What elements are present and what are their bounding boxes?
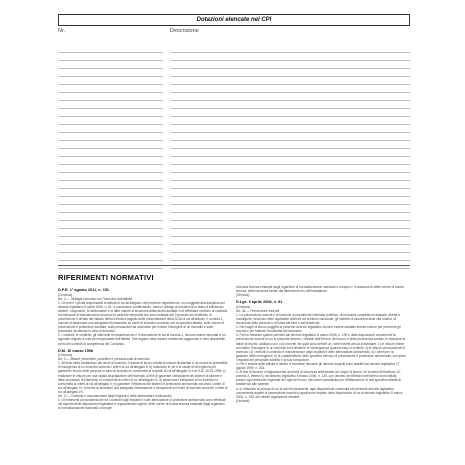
omissis-note: (Omissis) bbox=[236, 304, 251, 309]
table-row bbox=[58, 53, 410, 61]
table-row bbox=[58, 165, 410, 173]
table-row bbox=[58, 261, 410, 269]
table-row bbox=[58, 45, 410, 53]
table-row bbox=[58, 133, 410, 141]
table-row bbox=[58, 109, 410, 117]
description-cell[interactable] bbox=[170, 268, 410, 269]
law-paragraph: 1. All'esito della valutazione dei rischi di incendio, il datore di lavoro adotta le misure finalizzate a: a) ridurre la probabilità di insorgenza di un incendio secondo i criteri di cui all'allegato II; b) realizzare le vie e le uscite di emergenza per garantire l'esodo delle persone in caso di incendio in conformità ai requisiti di cui all'allegato III e al D.M. 10.03.1998; c) realizzare le misure per una rapida segnalazione dell'incendio al fine di garantire l'attivazione dei sistemi di allarme e delle procedure di intervento in conformità ai criteri di cui all'allegato IV; d) assicurare l'estinzione di un incendio in conformità ai criteri di cui all'allegato V; e) garantire l'efficienza dei sistemi di protezione antincendio secondo i criteri di cui all'allegato VI; f) fornire ai lavoratori una adeguata informazione e formazione sui rischi di incendio secondo i criteri di cui all'allegato VII. bbox=[58, 361, 228, 394]
table-row bbox=[58, 157, 410, 165]
table-row bbox=[58, 221, 410, 229]
table-row bbox=[58, 189, 410, 197]
law-heading: D.M. 10 marzo 1998 bbox=[58, 348, 94, 353]
table-row bbox=[58, 197, 410, 205]
table-row bbox=[58, 85, 410, 93]
table-row bbox=[58, 141, 410, 149]
law-paragraph: Art. 3 — Misure preventive, protettive e precauzionali di esercizio bbox=[58, 357, 150, 362]
number-cell[interactable] bbox=[58, 268, 163, 269]
table-header-row bbox=[58, 26, 410, 36]
law-paragraph: 1. Gli enti e i privati responsabili di attività di cui all'allegato I del presente regolamento, non soggette alla disciplina del decreto legislativo 8 aprile 2008, n. 81, e successive modificazioni, hanno l'obbligo di mantenere in stato di efficienza i sistemi, i dispositivi, le attrezzature e le altre misure di sicurezza antincendio adottate e di effettuare verifiche di controllo ed interventi di manutenzione secondo le cadenze temporali che sono indicate dal Comando nel certificato di prevenzione o all'atto del rilascio della ricevuta a seguito della presentazione della SCIA di cui all'articolo 4, comma 1, nonché di assicurare una adeguata informazione su rischi di incendio connessi con la specifica attività, sulle misure di prevenzione e protezione adottate, sulle precauzioni da osservare per evitare l'insorgere di un incendio e sulle procedure da attuare in caso di incendio. bbox=[58, 300, 228, 334]
equipment-table bbox=[58, 14, 410, 266]
table-row bbox=[58, 69, 410, 77]
table-row bbox=[58, 149, 410, 157]
table-row bbox=[58, 205, 410, 213]
references-right-column bbox=[236, 285, 406, 403]
omissis-note: (Omissis) bbox=[58, 292, 73, 297]
omissis-note: (Omissis) bbox=[58, 353, 73, 358]
description-column-header: Descrizione bbox=[170, 28, 199, 34]
references-title: RIFERIMENTI NORMATIVI bbox=[58, 273, 154, 282]
law-paragraph: 5. Al fine di favorire il miglioramento dei livelli di sicurezza antincendio nei luoghi di lavoro, ed ai sensi dell'articolo 14, comma 2, lettera h), del decreto legislativo 8 marzo 2006, n. 139, con decreto del Ministro dell'interno sono istituiti, presso ogni direzione regionale dei vigili del fuoco, dei nuclei specialistici per l'effettuazione di una specifica attività di assistenza alle aziende. bbox=[236, 370, 401, 387]
table-row bbox=[58, 237, 410, 245]
law-paragraph: (Omissis) bbox=[236, 293, 250, 298]
law-paragraph: Art. 4 — Controllo e manutenzione degli impianti e delle attrezzature antincendio bbox=[58, 393, 172, 398]
law-paragraph: Art. 4 — Obblighi connessi con l'esercizio dell'attività bbox=[58, 296, 133, 301]
law-paragraph: di buona tecnica emanate dagli organismi di normalizzazione nazionali o europei o, in assenza di dette norme di buona tecnica, delle istruzioni fornite dal fabbricante e/o dall'installatore. bbox=[236, 285, 404, 294]
law-paragraph: (Omissis) bbox=[236, 398, 250, 403]
law-heading: D.Lgs. 9 aprile 2008, n. 81 bbox=[236, 300, 283, 305]
table-row bbox=[58, 117, 410, 125]
law-paragraph: 2. Nei luoghi di lavoro soggetti al presente decreto legislativo devono essere adottate idonee misure per prevenire gli incendi e per tutelare l'incolumità dei lavoratori. bbox=[236, 325, 401, 334]
table-row bbox=[58, 125, 410, 133]
law-paragraph: 6. In relazione ai principi di cui ai commi precedenti, ogni disposizione contenuta nel presente decreto legislativo concernente aspetti di prevenzione incendi si applica nel rispetto delle disposizioni di cui al decreto legislativo 8 marzo 2006, n. 139, dei relativi regolamenti attuativi. bbox=[236, 386, 403, 399]
table-row bbox=[58, 245, 410, 253]
table-rows bbox=[58, 45, 410, 269]
number-column-header: Nr. bbox=[58, 28, 66, 34]
table-row bbox=[58, 253, 410, 261]
law-paragraph: 4. Per il settore delle attività a rischio di incidente rilevante gli ulteriori requisiti sono stabiliti dal decreto legislativo 17 agosto 1999, n. 334. bbox=[236, 362, 400, 371]
law-paragraph: 2. I controlli, le verifiche, gli interventi di manutenzione e l'informazione di cui al comma 1, devono essere annotati in un apposito registro a cura dei responsabili dell'attività. Tale registro deve essere mantenuto aggiornato e reso disponibile ai fini dei controlli di competenza del Comando. bbox=[58, 333, 226, 346]
table-row bbox=[58, 173, 410, 181]
table-row bbox=[58, 77, 410, 85]
law-heading: D.P.R. 1° agosto 2011, n. 151 bbox=[58, 288, 110, 292]
law-paragraph: 1. La prevenzione incendi è la funzione di preminente interesse pubblico, di esclusiva competenza statuale, diretta a conseguire, secondo criteri applicativi uniformi sul territorio nazionale, gli obiettivi di sicurezza della vita umana, di incolumità delle persone e di tutela dei beni e dell'ambiente. bbox=[236, 312, 400, 326]
table-row bbox=[58, 61, 410, 69]
table-row bbox=[58, 229, 410, 237]
table-title: Dotazioni elencate nel CPI bbox=[58, 14, 410, 26]
law-paragraph: 1. Gli interventi di manutenzione ed i controlli sugli impianti e sulle attrezzature di protezione antincendio sono effettuati nel rispetto delle disposizioni legislative e regolamentari vigenti, delle norme di buona tecnica emanate dagli organismi di normalizzazione nazionali o europei. bbox=[58, 398, 226, 411]
law-paragraph: 3. Fermo restando quanto previsto dal decreto legislativo 8 marzo 2006, n. 139 e dalle disposizioni concernenti la prevenzione incendi di cui al presente decreto, i Ministri dell'interno, del lavoro e della previdenza sociale, in relazione ai fattori di rischio, adottano uno o più decreti nei quali sono definiti: a) i criteri diretti atti ad individuare: 1) le misure intese ad evitare l'insorgere di un incendio ed a limitarne le conseguenze qualora esso si verifichi; 2) le misure precauzionali di esercizio; 3) i metodi di controllo e manutenzione degli impianti e delle attrezzature antincendio; 4) i criteri per la gestione delle emergenze; b) le caratteristiche dello specifico servizio di prevenzione e protezione antincendio, compresi i requisiti del personale addetto e la sua formazione. bbox=[236, 333, 406, 362]
table-row bbox=[58, 181, 410, 189]
table-row bbox=[58, 93, 410, 101]
references-left-column bbox=[58, 285, 228, 410]
law-paragraph: Art. 46 — Prevenzione incendi bbox=[236, 308, 280, 313]
table-row bbox=[58, 213, 410, 221]
table-row bbox=[58, 101, 410, 109]
